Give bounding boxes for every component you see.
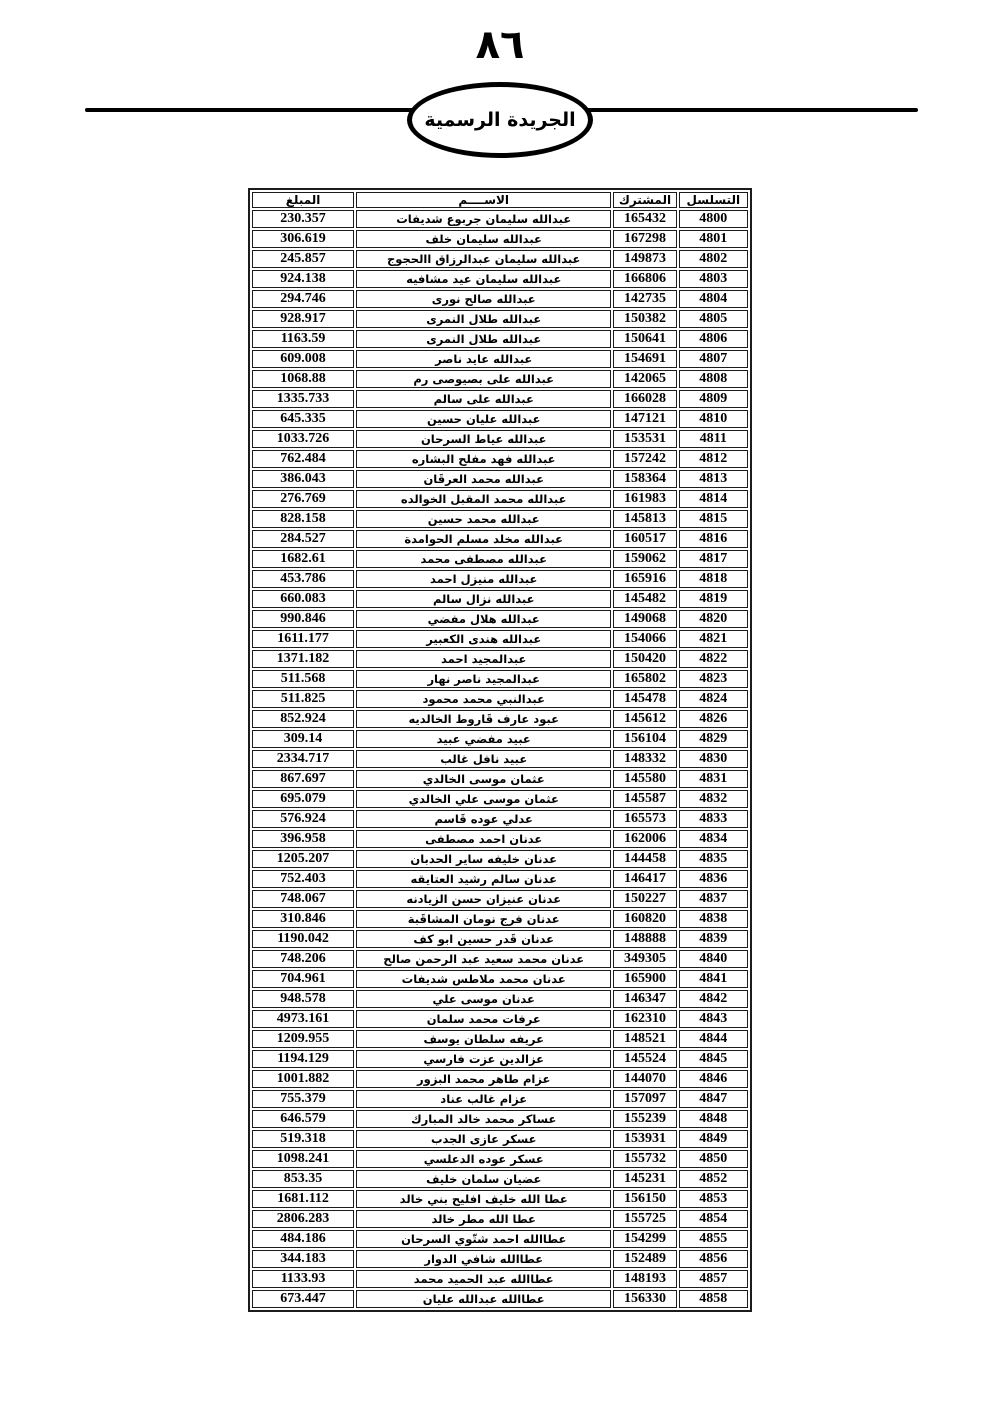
serial-cell: 4849 [679,1130,748,1148]
amount-cell: 453.786 [252,570,354,588]
serial-cell: 4802 [679,250,748,268]
table-row [252,970,748,988]
subscriber-cell: 156330 [613,1290,676,1308]
subscriber-cell: 148888 [613,930,676,948]
amount-cell: 511.568 [252,670,354,688]
subscriber-cell: 145587 [613,790,676,808]
subscriber-cell: 148193 [613,1270,676,1288]
subscriber-cell: 145482 [613,590,676,608]
subscriber-cell: 155725 [613,1210,676,1228]
serial-cell: 4837 [679,890,748,908]
table-row [252,1050,748,1068]
table-row [252,590,748,608]
serial-column-header: التسلسل [679,192,748,208]
subscriber-cell: 148521 [613,1030,676,1048]
name-cell: عثمان موسى علي الخالدي [356,790,611,808]
subscriber-cell: 155239 [613,1110,676,1128]
serial-cell: 4803 [679,270,748,288]
serial-cell: 4822 [679,650,748,668]
serial-cell: 4842 [679,990,748,1008]
serial-cell: 4836 [679,870,748,888]
table-row [252,790,748,808]
amount-cell: 852.924 [252,710,354,728]
subscriber-cell: 145478 [613,690,676,708]
table-row [252,810,748,828]
amount-cell: 748.206 [252,950,354,968]
amount-cell: 990.846 [252,610,354,628]
amount-cell: 1371.182 [252,650,354,668]
amount-cell: 704.961 [252,970,354,988]
name-cell: عبدالله سليمان عيد مشافيه [356,270,611,288]
name-cell: عسكر عازى الجدب [356,1130,611,1148]
amount-cell: 609.008 [252,350,354,368]
subscriber-cell: 349305 [613,950,676,968]
table-row [252,490,748,508]
name-cell: عبدالله صالح نورى [356,290,611,308]
name-cell: عبدالله عياط السرحان [356,430,611,448]
amount-cell: 853.35 [252,1170,354,1188]
name-cell: عزام غالب عناد [356,1090,611,1108]
amount-cell: 284.527 [252,530,354,548]
table-row [252,910,748,928]
amount-cell: 646.579 [252,1110,354,1128]
name-cell: عدنان سالم رشيد العتايقه [356,870,611,888]
table-row [252,1170,748,1188]
serial-cell: 4804 [679,290,748,308]
name-cell: عبدالمجيد احمد [356,650,611,668]
subscriber-cell: 150227 [613,890,676,908]
name-cell: عطاالله شافي الدوار [356,1250,611,1268]
amount-cell: 1682.61 [252,550,354,568]
serial-cell: 4807 [679,350,748,368]
table-row [252,210,748,228]
table-row [252,730,748,748]
name-cell: عدنان محمد سعيد عبد الرحمن صالح [356,950,611,968]
amount-column-header: المبلغ [252,192,354,208]
serial-cell: 4856 [679,1250,748,1268]
amount-cell: 748.067 [252,890,354,908]
amount-cell: 576.924 [252,810,354,828]
subscriber-cell: 162310 [613,1010,676,1028]
serial-cell: 4821 [679,630,748,648]
subscriber-cell: 156150 [613,1190,676,1208]
amount-cell: 1001.882 [252,1070,354,1088]
amount-cell: 2806.283 [252,1210,354,1228]
name-cell: عبدالله سليمان عبدالرزاق االحجوج [356,250,611,268]
table-row [252,770,748,788]
table-row [252,830,748,848]
table-row [252,270,748,288]
table-row [252,570,748,588]
name-cell: عزالدين عزت فارسي [356,1050,611,1068]
serial-cell: 4815 [679,510,748,528]
name-cell: عبدالمجيد ناصر نهار [356,670,611,688]
name-cell: عبدالله هندى الكعبير [356,630,611,648]
serial-cell: 4812 [679,450,748,468]
amount-cell: 928.917 [252,310,354,328]
serial-cell: 4853 [679,1190,748,1208]
table-row [252,710,748,728]
amount-cell: 1681.112 [252,1190,354,1208]
serial-cell: 4835 [679,850,748,868]
serial-cell: 4850 [679,1150,748,1168]
name-cell: عبيد مفضي عبيد [356,730,611,748]
subscriber-cell: 145580 [613,770,676,788]
serial-cell: 4801 [679,230,748,248]
name-cell: عبدالله عليان حسين [356,410,611,428]
records-table-body [252,210,748,1308]
serial-cell: 4814 [679,490,748,508]
serial-cell: 4829 [679,730,748,748]
table-row [252,1010,748,1028]
subscriber-cell: 165900 [613,970,676,988]
table-row [252,310,748,328]
name-cell: عرفات محمد سلمان [356,1010,611,1028]
amount-cell: 276.769 [252,490,354,508]
amount-cell: 645.335 [252,410,354,428]
subscriber-cell: 154691 [613,350,676,368]
table-row [252,230,748,248]
subscriber-cell: 149873 [613,250,676,268]
serial-cell: 4855 [679,1230,748,1248]
name-cell: عطاالله احمد شتّوي السرحان [356,1230,611,1248]
subscriber-cell: 148332 [613,750,676,768]
subscriber-cell: 150641 [613,330,676,348]
table-row [252,290,748,308]
subscriber-cell: 157242 [613,450,676,468]
records-table [248,188,752,1312]
amount-cell: 230.357 [252,210,354,228]
name-cell: عبدالله سليمان خلف [356,230,611,248]
subscriber-cell: 152489 [613,1250,676,1268]
amount-cell: 752.403 [252,870,354,888]
serial-cell: 4841 [679,970,748,988]
serial-cell: 4846 [679,1070,748,1088]
subscriber-cell: 145231 [613,1170,676,1188]
name-cell: عطاالله عبد الحميد محمد [356,1270,611,1288]
table-row [252,1110,748,1128]
name-cell: عبيد نافل غالب [356,750,611,768]
name-cell: عبود عارف قَاروط الخالديه [356,710,611,728]
amount-cell: 1033.726 [252,430,354,448]
serial-cell: 4823 [679,670,748,688]
name-cell: عبدالله محمد العرقَان [356,470,611,488]
table-row [252,750,748,768]
table-row [252,1090,748,1108]
name-cell: عبدالله هلال مفضي [356,610,611,628]
subscriber-cell: 165916 [613,570,676,588]
amount-cell: 484.186 [252,1230,354,1248]
serial-cell: 4844 [679,1030,748,1048]
name-cell: عزام طاهر محمد البزور [356,1070,611,1088]
serial-cell: 4830 [679,750,748,768]
subscriber-cell: 149068 [613,610,676,628]
table-row [252,390,748,408]
serial-cell: 4809 [679,390,748,408]
amount-cell: 1190.042 [252,930,354,948]
table-row [252,870,748,888]
subscriber-cell: 165802 [613,670,676,688]
subscriber-cell: 166028 [613,390,676,408]
table-row [252,990,748,1008]
name-cell: عبدالله فهد مفلح البشاره [356,450,611,468]
table-row [252,550,748,568]
amount-cell: 1194.129 [252,1050,354,1068]
name-cell: عبدالله منيزل احمد [356,570,611,588]
amount-cell: 1335.733 [252,390,354,408]
name-cell: عبدالله محمد حسين [356,510,611,528]
amount-cell: 695.079 [252,790,354,808]
table-row [252,1130,748,1148]
subscriber-cell: 147121 [613,410,676,428]
name-cell: عثمان موسى الخالدي [356,770,611,788]
subscriber-cell: 155732 [613,1150,676,1168]
amount-cell: 1068.88 [252,370,354,388]
subscriber-cell: 145524 [613,1050,676,1068]
subscriber-cell: 166806 [613,270,676,288]
subscriber-cell: 145813 [613,510,676,528]
subscriber-cell: 154299 [613,1230,676,1248]
serial-cell: 4808 [679,370,748,388]
subscriber-cell: 154066 [613,630,676,648]
gazette-banner-title: الجريدة الرسمية [424,109,576,131]
amount-cell: 948.578 [252,990,354,1008]
amount-cell: 867.697 [252,770,354,788]
table-row [252,350,748,368]
amount-cell: 828.158 [252,510,354,528]
subscriber-column-header: المشترك [613,192,676,208]
amount-cell: 245.857 [252,250,354,268]
table-row [252,950,748,968]
serial-cell: 4817 [679,550,748,568]
name-cell: عدنان خليفه ساير الحدبان [356,850,611,868]
serial-cell: 4840 [679,950,748,968]
amount-cell: 519.318 [252,1130,354,1148]
subscriber-cell: 157097 [613,1090,676,1108]
table-row [252,690,748,708]
serial-cell: 4816 [679,530,748,548]
name-cell: عبدالنبي محمد محمود [356,690,611,708]
name-cell: عبدالله عايد ناصر [356,350,611,368]
name-cell: عطا الله خليف افليح بني خالد [356,1190,611,1208]
subscriber-cell: 145612 [613,710,676,728]
name-cell: عدنان موسى علي [356,990,611,1008]
amount-cell: 762.484 [252,450,354,468]
table-row [252,530,748,548]
amount-cell: 306.619 [252,230,354,248]
serial-cell: 4820 [679,610,748,628]
amount-cell: 1611.177 [252,630,354,648]
name-cell: عطا الله مطر خالد [356,1210,611,1228]
subscriber-cell: 160517 [613,530,676,548]
amount-cell: 344.183 [252,1250,354,1268]
amount-cell: 924.138 [252,270,354,288]
table-header-row [252,192,748,208]
name-cell: عبدالله على سالم [356,390,611,408]
subscriber-cell: 142065 [613,370,676,388]
serial-cell: 4857 [679,1270,748,1288]
serial-cell: 4813 [679,470,748,488]
subscriber-cell: 142735 [613,290,676,308]
table-row [252,1250,748,1268]
name-cell: عبدالله طلال النمرى [356,310,611,328]
name-cell: عدنان احمد مصطفى [356,830,611,848]
table-row [252,470,748,488]
serial-cell: 4832 [679,790,748,808]
serial-cell: 4833 [679,810,748,828]
amount-cell: 386.043 [252,470,354,488]
subscriber-cell: 162006 [613,830,676,848]
serial-cell: 4824 [679,690,748,708]
subscriber-cell: 144070 [613,1070,676,1088]
serial-cell: 4852 [679,1170,748,1188]
serial-cell: 4834 [679,830,748,848]
table-row [252,650,748,668]
table-row [252,370,748,388]
amount-cell: 755.379 [252,1090,354,1108]
name-cell: عريفه سلطان يوسف [356,1030,611,1048]
serial-cell: 4818 [679,570,748,588]
serial-cell: 4845 [679,1050,748,1068]
name-cell: عدنان عنيزان حسن الزيادنه [356,890,611,908]
serial-cell: 4805 [679,310,748,328]
name-cell: عدنان فرج نومان المشاقَبة [356,910,611,928]
table-row [252,1210,748,1228]
amount-cell: 1209.955 [252,1030,354,1048]
name-cell: عبدالله طلال النمرى [356,330,611,348]
table-row [252,430,748,448]
subscriber-cell: 146417 [613,870,676,888]
serial-cell: 4831 [679,770,748,788]
table-row [252,1030,748,1048]
serial-cell: 4843 [679,1010,748,1028]
name-cell: عبدالله مخلد مسلم الحوامدة [356,530,611,548]
name-cell: عدنان قَدر حسين ابو كف [356,930,611,948]
serial-cell: 4811 [679,430,748,448]
table-row [252,930,748,948]
serial-cell: 4854 [679,1210,748,1228]
serial-cell: 4858 [679,1290,748,1308]
name-cell: عبدالله محمد المقبل الخوالده [356,490,611,508]
subscriber-cell: 161983 [613,490,676,508]
name-cell: عطاالله عبدالله عليان [356,1290,611,1308]
table-row [252,450,748,468]
table-row [252,1190,748,1208]
name-cell: عبدالله على بصيوصى رم [356,370,611,388]
name-cell: عدلي عوده قَاسم [356,810,611,828]
amount-cell: 2334.717 [252,750,354,768]
table-row [252,1290,748,1308]
subscriber-cell: 165573 [613,810,676,828]
amount-cell: 310.846 [252,910,354,928]
serial-cell: 4847 [679,1090,748,1108]
table-row [252,250,748,268]
subscriber-cell: 167298 [613,230,676,248]
serial-cell: 4826 [679,710,748,728]
subscriber-cell: 146347 [613,990,676,1008]
name-column-header: الاســــم [356,192,611,208]
serial-cell: 4848 [679,1110,748,1128]
table-row [252,330,748,348]
serial-cell: 4810 [679,410,748,428]
amount-cell: 1163.59 [252,330,354,348]
serial-cell: 4806 [679,330,748,348]
amount-cell: 294.746 [252,290,354,308]
name-cell: عبدالله مصطفى محمد [356,550,611,568]
table-row [252,890,748,908]
subscriber-cell: 150420 [613,650,676,668]
gazette-banner [407,82,593,158]
table-row [252,1270,748,1288]
table-row [252,630,748,648]
amount-cell: 511.825 [252,690,354,708]
page-number: ٨٦ [475,22,525,68]
table-row [252,510,748,528]
subscriber-cell: 150382 [613,310,676,328]
subscriber-cell: 144458 [613,850,676,868]
table-row [252,850,748,868]
name-cell: عبدالله نزال سالم [356,590,611,608]
amount-cell: 309.14 [252,730,354,748]
amount-cell: 1098.241 [252,1150,354,1168]
name-cell: عسكر عوده الدعلسي [356,1150,611,1168]
subscriber-cell: 160820 [613,910,676,928]
name-cell: عضيان سلمان خليف [356,1170,611,1188]
amount-cell: 660.083 [252,590,354,608]
name-cell: عدنان محمد ملاطس شديفات [356,970,611,988]
subscriber-cell: 156104 [613,730,676,748]
name-cell: عبدالله سليمان جربوع شديفات [356,210,611,228]
subscriber-cell: 153531 [613,430,676,448]
amount-cell: 1133.93 [252,1270,354,1288]
amount-cell: 673.447 [252,1290,354,1308]
table-row [252,1070,748,1088]
serial-cell: 4838 [679,910,748,928]
amount-cell: 396.958 [252,830,354,848]
table-row [252,1150,748,1168]
serial-cell: 4800 [679,210,748,228]
amount-cell: 1205.207 [252,850,354,868]
subscriber-cell: 153931 [613,1130,676,1148]
table-row [252,610,748,628]
subscriber-cell: 158364 [613,470,676,488]
table-row [252,1230,748,1248]
table-row [252,670,748,688]
serial-cell: 4819 [679,590,748,608]
amount-cell: 4973.161 [252,1010,354,1028]
subscriber-cell: 159062 [613,550,676,568]
serial-cell: 4839 [679,930,748,948]
name-cell: عساكر محمد خالد المبارك [356,1110,611,1128]
table-row [252,410,748,428]
subscriber-cell: 165432 [613,210,676,228]
